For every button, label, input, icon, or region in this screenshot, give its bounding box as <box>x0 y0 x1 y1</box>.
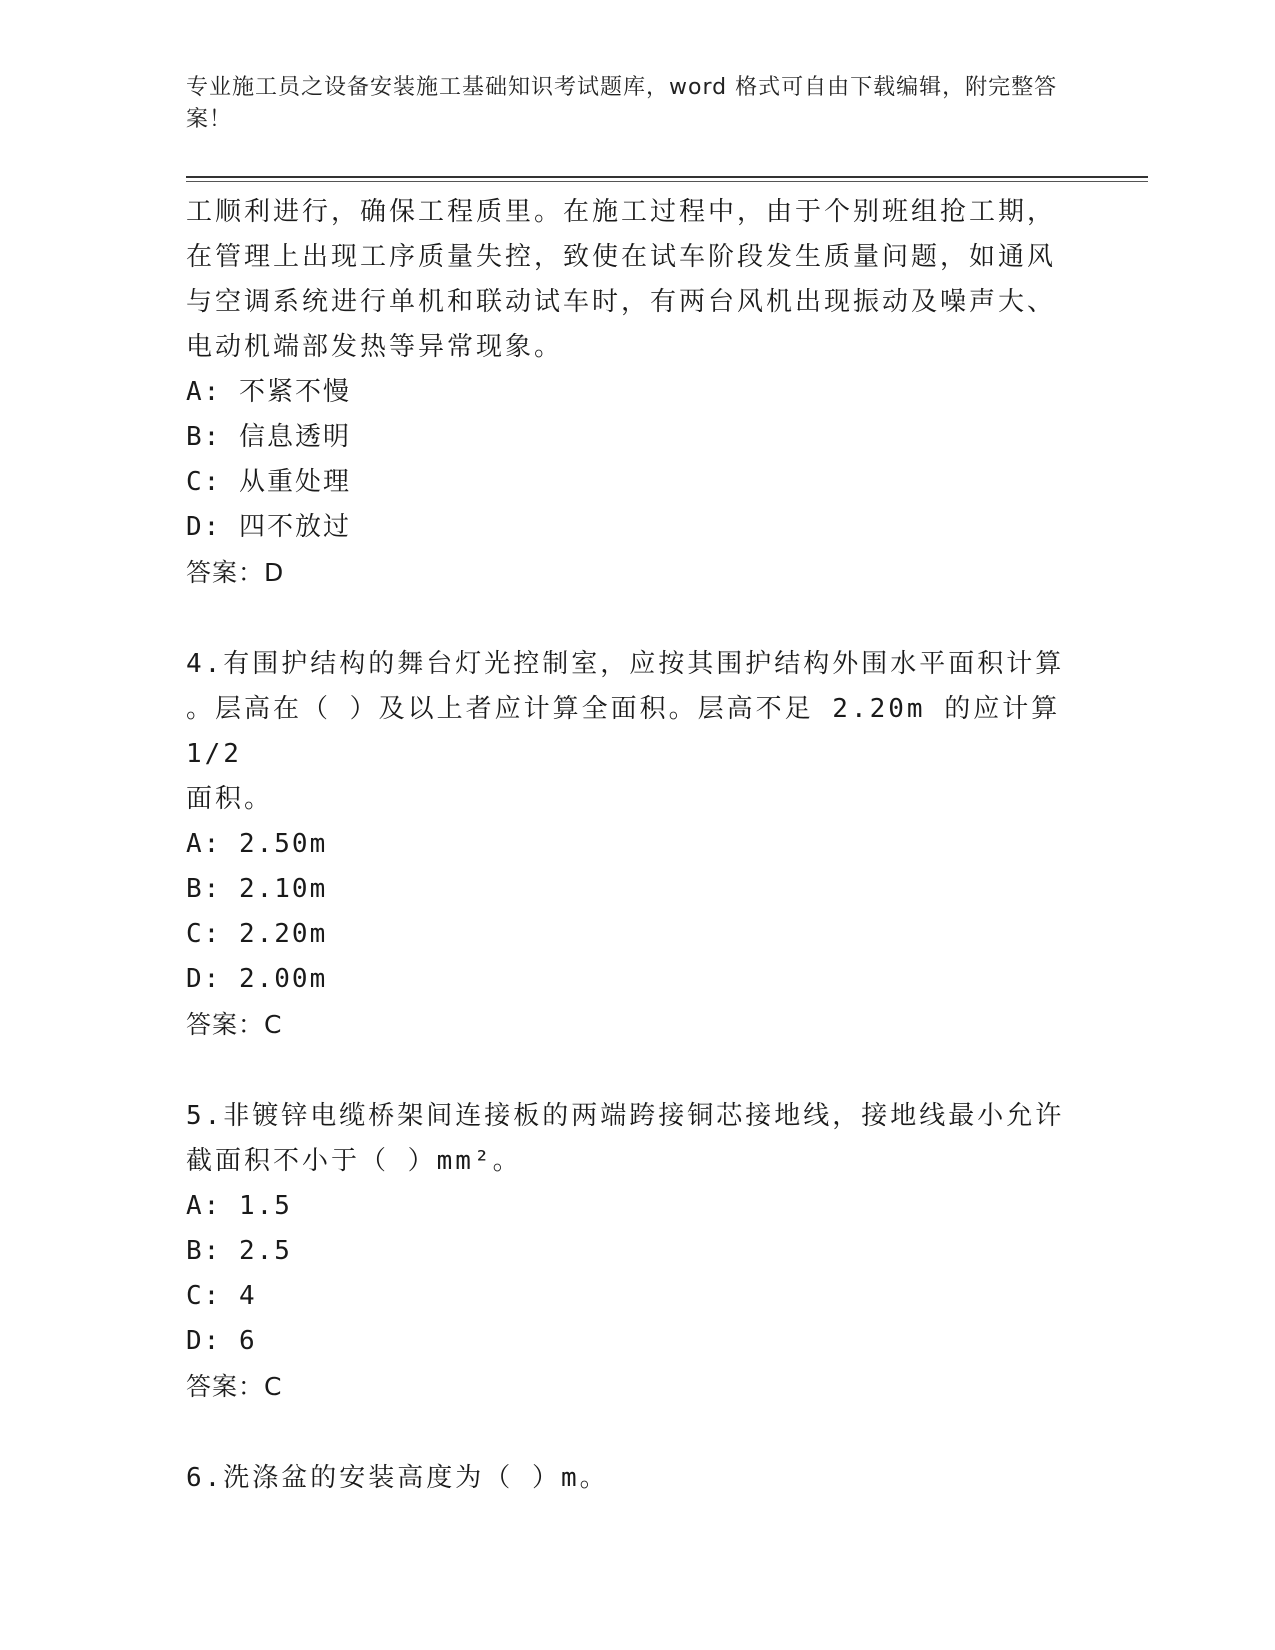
question-text-line: 电动机端部发热等异常现象。 <box>186 332 564 362</box>
answer-line: 答案：C <box>186 1372 283 1401</box>
option-c: C: 2.20m <box>186 919 328 949</box>
option-b: B: 2.5 <box>186 1236 292 1266</box>
question-text-line: 6.洗涤盆的安装高度为（ ）m。 <box>186 1463 609 1493</box>
header-divider-thin <box>186 181 1148 182</box>
question-3 <box>186 190 1066 595</box>
document-header: 专业施工员之设备安装施工基础知识考试题库，word 格式可自由下载编辑，附完整答案！ <box>186 75 1058 132</box>
option-a: A: 不紧不慢 <box>186 377 351 407</box>
question-text-line: 。层高在（ ）及以上者应计算全面积。层高不足 2.20m 的应计算 1/2 <box>186 694 1061 769</box>
option-d: D: 2.00m <box>186 964 328 994</box>
answer-line: 答案：D <box>186 558 285 587</box>
document-body <box>186 190 1066 1501</box>
question-4 <box>186 642 1066 1047</box>
question-text-line: 面积。 <box>186 784 274 814</box>
question-text-line: 4.有围护结构的舞台灯光控制室，应按其围护结构外围水平面积计算 <box>186 649 1065 679</box>
option-a: A: 1.5 <box>186 1191 292 1221</box>
question-text-line: 截面积不小于（ ）mm²。 <box>186 1146 522 1176</box>
option-b: B: 2.10m <box>186 874 328 904</box>
question-text-line: 5.非镀锌电缆桥架间连接板的两端跨接铜芯接地线，接地线最小允许 <box>186 1101 1065 1131</box>
option-c: C: 4 <box>186 1281 257 1311</box>
question-6 <box>186 1456 1066 1501</box>
header-divider-thick <box>186 176 1148 178</box>
option-d: D: 四不放过 <box>186 512 351 542</box>
question-5 <box>186 1094 1066 1409</box>
option-b: B: 信息透明 <box>186 422 351 452</box>
question-text-line: 与空调系统进行单机和联动试车时，有两台风机出现振动及噪声大、 <box>186 287 1057 317</box>
option-d: D: 6 <box>186 1326 257 1356</box>
answer-line: 答案：C <box>186 1010 283 1039</box>
option-a: A: 2.50m <box>186 829 328 859</box>
question-text-line: 工顺利进行，确保工程质里。在施工过程中，由于个别班组抢工期， <box>186 197 1057 227</box>
question-text-line: 在管理上出现工序质量失控，致使在试车阶段发生质量问题，如通风 <box>186 242 1057 272</box>
option-c: C: 从重处理 <box>186 467 351 497</box>
